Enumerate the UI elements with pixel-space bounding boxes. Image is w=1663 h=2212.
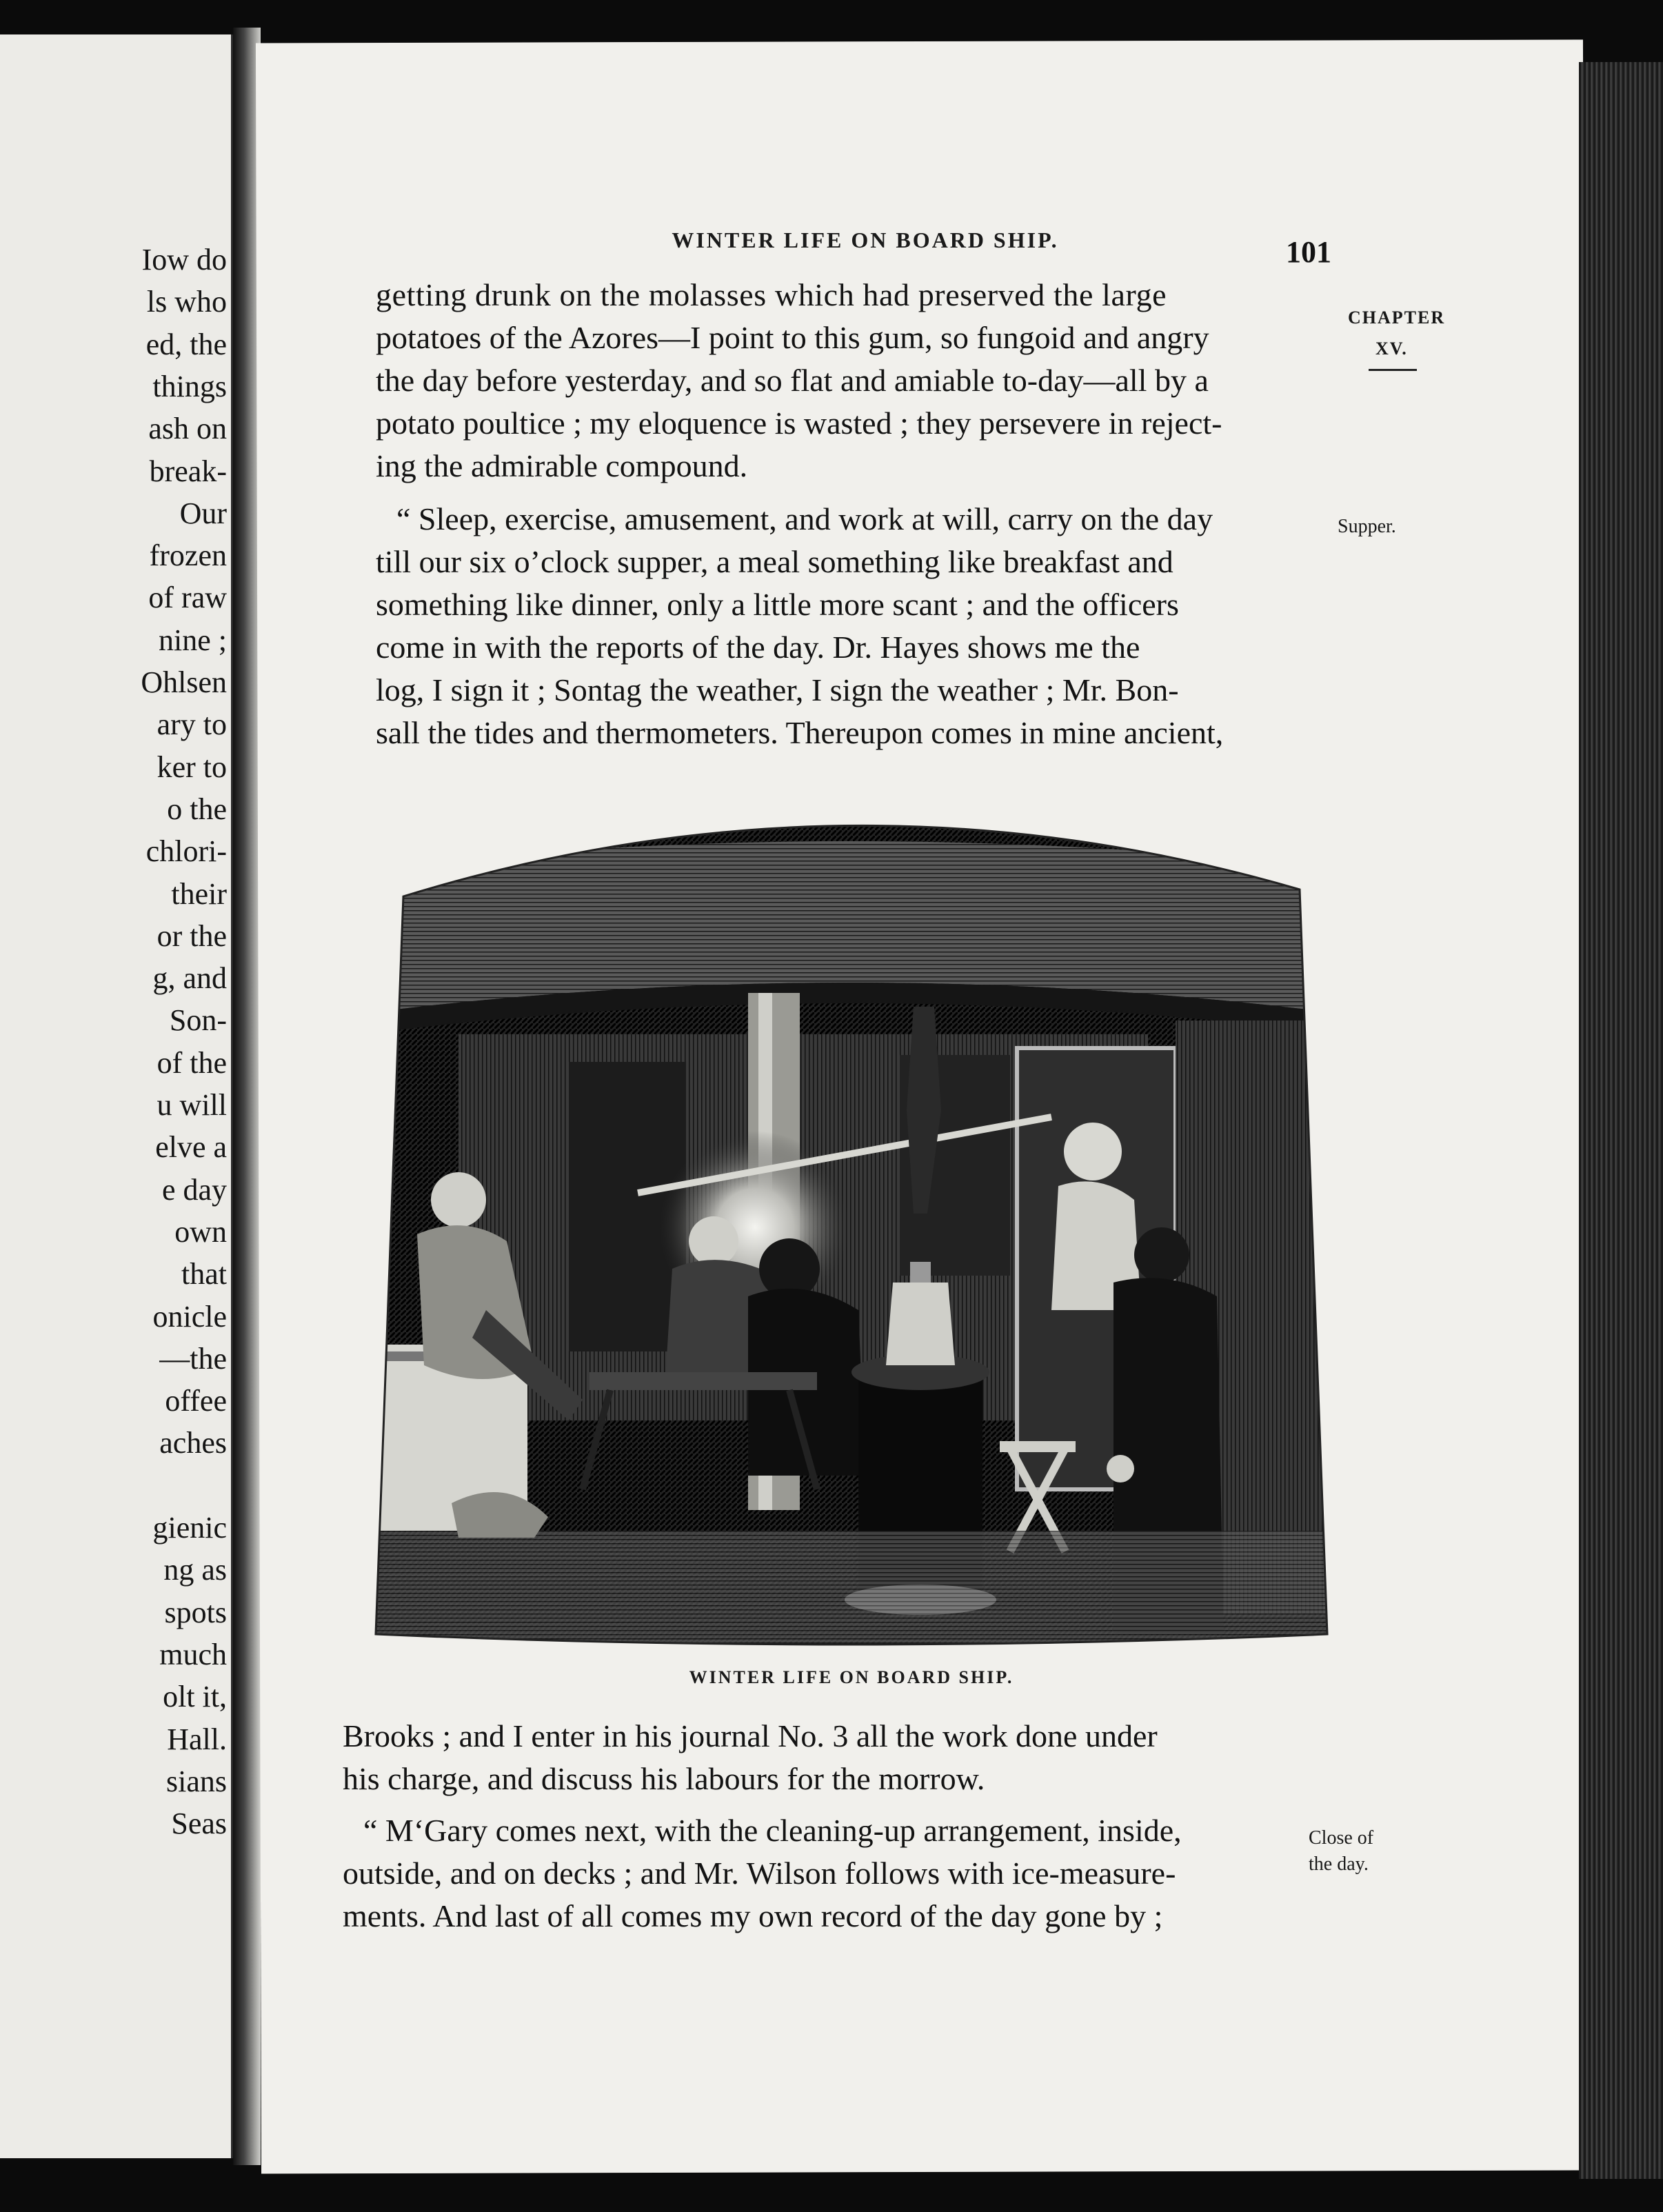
body-line: log, I sign it ; Sontag the weather, I sign the weather ; Mr. Bon- [376, 672, 1179, 707]
page-edges [1579, 62, 1663, 2179]
left-page-line: Iow do [141, 243, 227, 276]
body-line: come in with the reports of the day. Dr. Hayes shows me the [376, 630, 1140, 665]
body-line: his charge, and discuss his labours for the morrow. [343, 1761, 985, 1796]
body-line: sall the tides and thermometers. Thereupon comes in mine ancient, [376, 715, 1224, 750]
left-page-line: things [152, 369, 227, 403]
margin-chapter-label: CHAPTER [1348, 308, 1446, 328]
body-line: outside, and on decks ; and Mr. Wilson follows with ice-measure- [343, 1856, 1176, 1891]
left-page-line: Our [179, 496, 227, 530]
engraving-cabin-interior [362, 786, 1341, 1648]
left-page-line: ng as [163, 1553, 227, 1587]
body-line: “ Sleep, exercise, amusement, and work at will, carry on the day [396, 501, 1213, 536]
margin-note-close-1: Close of [1309, 1827, 1374, 1849]
running-head: WINTER LIFE ON BOARD SHIP. [672, 228, 1059, 252]
left-page-line: that [181, 1257, 227, 1291]
body-line: “ M‘Gary comes next, with the cleaning-up arrangement, inside, [363, 1813, 1182, 1848]
margin-note-close-2: the day. [1309, 1853, 1369, 1875]
left-page-line: g, and [152, 961, 227, 996]
left-page-line: Son- [169, 1003, 227, 1038]
left-page-line: offee [165, 1384, 227, 1418]
margin-note-supper: Supper. [1338, 516, 1396, 537]
left-page-line: aches [159, 1426, 227, 1460]
left-page-line: e day [161, 1172, 227, 1207]
left-page-line: break- [149, 454, 227, 488]
body-line: potato poultice ; my eloquence is wasted ; they persevere in reject- [376, 405, 1222, 441]
left-facing-page [0, 34, 235, 2158]
body-line: ing the admirable compound. [376, 448, 748, 483]
left-page-line: ed, the [145, 327, 227, 361]
left-page-line: —the [159, 1341, 227, 1376]
left-page-line: Hall. [167, 1722, 227, 1756]
left-page-line: of raw [148, 581, 227, 615]
figure-caption: WINTER LIFE ON BOARD SHIP. [689, 1667, 1014, 1687]
left-page-line: Seas [171, 1807, 227, 1841]
left-page-line: their [171, 876, 227, 911]
left-page-line: u will [157, 1088, 227, 1122]
body-line: Brooks ; and I enter in his journal No. 3 all the work done under [343, 1718, 1158, 1753]
body-line: potatoes of the Azores—I point to this gum, so fungoid and angry [376, 320, 1209, 355]
body-line: something like dinner, only a little more scant ; and the officers [376, 587, 1179, 622]
left-page-line: gienic [152, 1511, 227, 1545]
body-line: ments. And last of all comes my own record of the day gone by ; [343, 1898, 1163, 1933]
margin-chapter-number: XV. [1375, 339, 1408, 359]
left-page-line: ary to [157, 707, 227, 742]
left-page-line: spots [164, 1595, 227, 1629]
left-page-line: olt it, [163, 1680, 227, 1714]
body-line: the day before yesterday, and so flat and amiable to-day—all by a [376, 363, 1209, 398]
body-line: till our six o’clock supper, a meal something like breakfast and [376, 544, 1173, 579]
left-page-line: o the [167, 792, 227, 826]
left-page-line: of the [157, 1045, 227, 1080]
left-page-line: elve a [155, 1130, 227, 1165]
left-page-line: much [159, 1637, 227, 1671]
left-page-line: Ohlsen [141, 665, 227, 699]
page-number: 101 [1286, 235, 1331, 269]
left-page-line: or the [157, 918, 227, 953]
body-line: getting drunk on the molasses which had preserved the large [376, 277, 1167, 312]
left-page-line: ls who [146, 285, 227, 319]
left-page-line: ker to [157, 750, 227, 784]
left-page-line: own [174, 1214, 227, 1249]
margin-rule [1369, 369, 1417, 371]
left-page-line: frozen [149, 539, 227, 573]
left-page-line: sians [166, 1764, 227, 1798]
left-page-line: chlori- [145, 834, 227, 869]
left-page-line: onicle [152, 1299, 227, 1334]
left-page-line: ash on [148, 412, 227, 446]
left-page-line: nine ; [159, 623, 227, 657]
